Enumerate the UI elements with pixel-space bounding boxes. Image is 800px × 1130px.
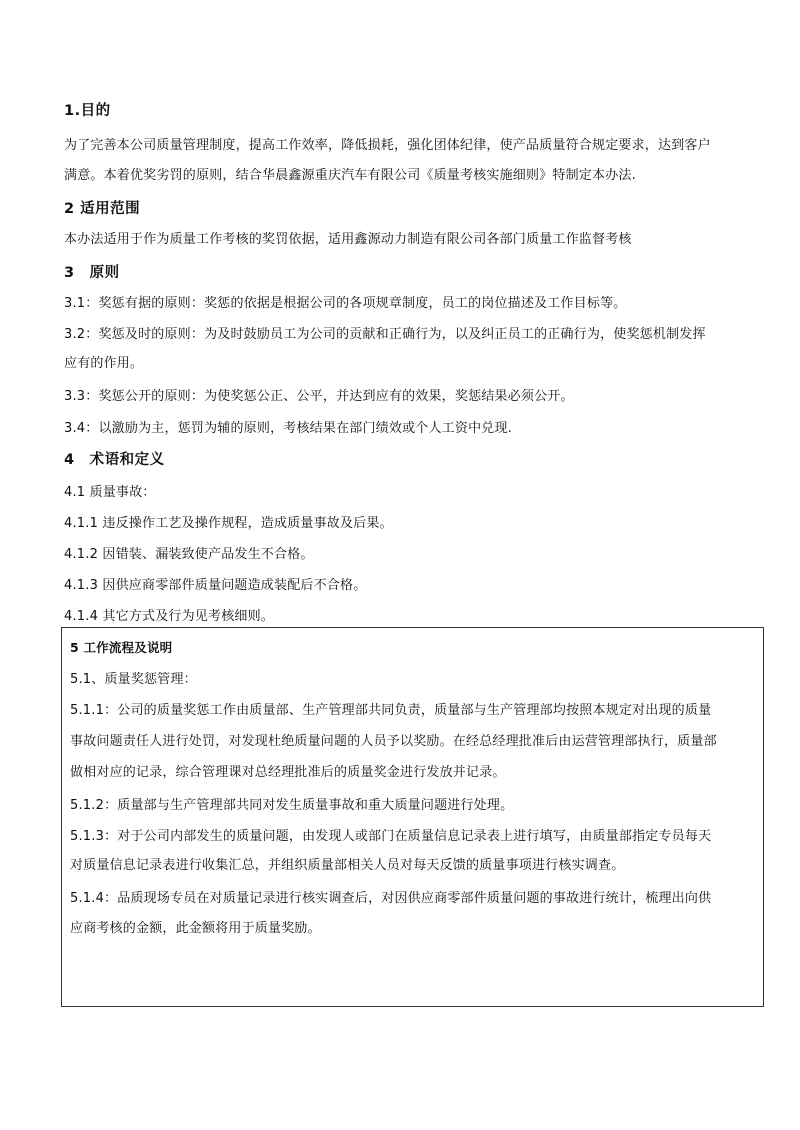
section-4-line: 4.1.1 违反操作工艺及操作规程，造成质量事故及后果。 [64,516,393,531]
section-3-heading: 3 原则 [64,265,120,281]
section-3-line: 应有的作用。 [64,356,144,371]
section-2-heading: 2 适用范围 [64,201,141,217]
section-4-line: 4.1.3 因供应商零部件质量问题造成装配后不合格。 [64,578,367,593]
section-3-line: 3.3：奖惩公开的原则：为使奖惩公正、公平，并达到应有的效果，奖惩结果必须公开。 [64,389,574,404]
section-3-line: 3.2：奖惩及时的原则：为及时鼓励员工为公司的贡献和正确行为，以及纠正员工的正确行为，使奖惩机制发挥 [64,327,706,342]
section-5-line: 应商考核的金额，此金额将用于质量奖励。 [70,921,321,936]
section-5-line: 5.1.4：品质现场专员在对质量记录进行核实调查后，对因供应商零部件质量问题的事故进行统计，梳理出向供 [70,891,712,906]
section-4-heading: 4 术语和定义 [64,452,165,468]
section-1-heading: 1.目的 [64,103,111,119]
section-5-heading: 5 工作流程及说明 [70,640,173,655]
section-5-line: 对质量信息记录表进行收集汇总，并组织质量部相关人员对每天反馈的质量事项进行核实调查。 [70,858,625,873]
section-5-line: 5.1.1：公司的质量奖惩工作由质量部、生产管理部共同负责，质量部与生产管理部均按照本规定对出现的质量 [70,703,712,718]
section-5-line: 5.1、质量奖惩管理： [70,672,197,687]
section-5-line: 5.1.2：质量部与生产管理部共同对发生质量事故和重大质量问题进行处理。 [70,798,514,813]
section-3-line: 3.1：奖惩有据的原则：奖惩的依据是根据公司的各项规章制度，员工的岗位描述及工作目标等。 [64,296,627,311]
section-1-line: 满意。本着优奖劣罚的原则，结合华晨鑫源重庆汽车有限公司《质量考核实施细则》特制定本办法. [64,168,636,183]
section-4-line: 4.1.4 其它方式及行为见考核细则。 [64,609,275,624]
section-2-line: 本办法适用于作为质量工作考核的奖罚依据，适用鑫源动力制造有限公司各部门质量工作监督考核 [64,232,632,247]
section-5-line: 事故问题责任人进行处罚，对发现杜绝质量问题的人员予以奖励。在经总经理批准后由运营管理部执行，质量部 [70,734,717,749]
section-1-line: 为了完善本公司质量管理制度，提高工作效率，降低损耗，强化团体纪律，使产品质量符合规定要求，达到客户 [64,138,711,153]
section-3-line: 3.4：以激励为主，惩罚为辅的原则，考核结果在部门绩效或个人工资中兑现. [64,421,513,436]
section-5-line: 5.1.3：对于公司内部发生的质量问题，由发现人或部门在质量信息记录表上进行填写，由质量部指定专员每天 [70,829,712,844]
section-4-line: 4.1 质量事故： [64,485,156,500]
section-4-line: 4.1.2 因错装、漏装致使产品发生不合格。 [64,547,314,562]
section-5-line: 做相对应的记录，综合管理课对总经理批准后的质量奖金进行发放并记录。 [70,765,506,780]
